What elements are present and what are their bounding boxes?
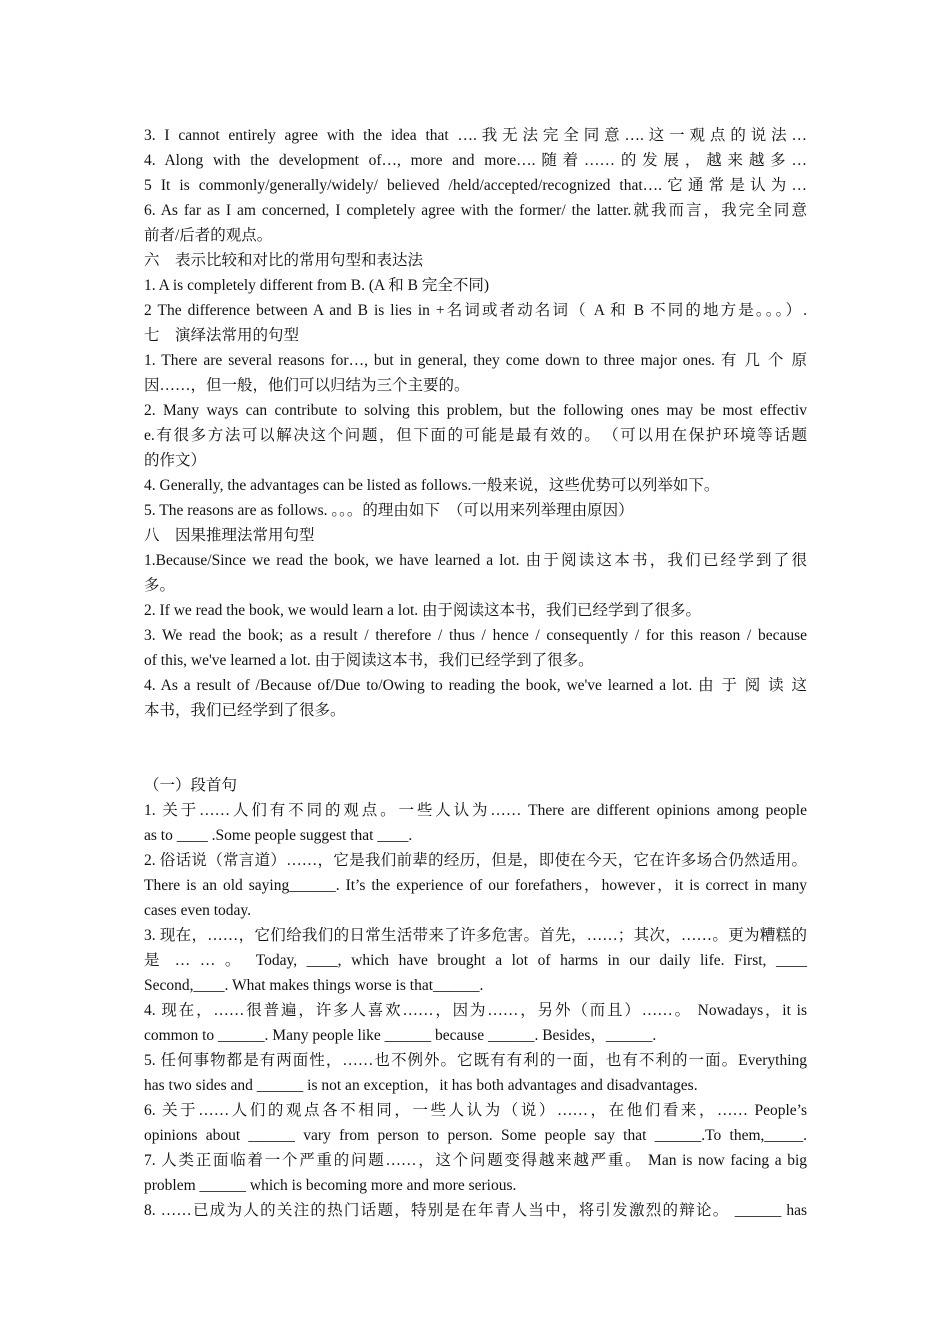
text-line: 1. A is completely different from B. (A 和 B 完全不同) xyxy=(144,277,489,294)
text-line: 1.Because/Since we read the book, we have learned a lot. 由于阅读这本书，我们已经学到了很 xyxy=(144,552,807,569)
text-line: 5 It is commonly/generally/widely/ believed /held/accepted/recognized that….它通常是认为… xyxy=(144,177,807,194)
text-line: e.有很多方法可以解决这个问题，但下面的可能是最有效的。 （可以用在保护环境等话题 xyxy=(144,427,807,444)
text-line: 8. ……已成为人的关注的热门话题，特别是在年青人当中，将引发激烈的辩论。 ______ has xyxy=(144,1202,807,1219)
text-line: 是 … … 。 Today, ____, which have brought a lot of harms in our daily life. First, ____ xyxy=(144,952,807,969)
text-line: problem ______ which is becoming more and more serious. xyxy=(144,1177,517,1194)
text-line: 2. Many ways can contribute to solving this problem, but the following ones may be most effectiv xyxy=(144,402,807,419)
text-line: 7. 人类正面临着一个严重的问题……，这个问题变得越来越严重。 Man is now facing a big xyxy=(144,1152,807,1169)
section-opening-sentences xyxy=(144,773,807,1223)
text-line: 2 The difference between A and B is lies in +名词或者动名词（ A 和 B 不同的地方是。。。）. xyxy=(144,302,807,319)
text-line: 4. Generally, the advantages can be listed as follows.一般来说，这些优势可以列举如下。 xyxy=(144,477,720,494)
section-heading-cause-effect: 八 因果推理法常用句型 xyxy=(144,527,315,544)
section-sentence-patterns xyxy=(144,123,807,723)
text-line: There is an old saying______. It’s the experience of our forefathers，however，it is correct in many xyxy=(144,877,807,894)
section-gap xyxy=(144,723,807,773)
text-line: 多。 xyxy=(144,577,176,594)
text-line: Second,____. What makes things worse is that______. xyxy=(144,977,484,994)
text-line: 2. 俗话说（常言道）……，它是我们前辈的经历，但是，即使在今天，它在许多场合仍然适用。 xyxy=(144,852,807,869)
text-line: 5. 任何事物都是有两面性，……也不例外。它既有有利的一面，也有不利的一面。Everything xyxy=(144,1052,807,1069)
text-line: 前者/后者的观点。 xyxy=(144,227,273,244)
text-line: 2. If we read the book, we would learn a lot. 由于阅读这本书，我们已经学到了很多。 xyxy=(144,602,702,619)
text-line: 因……，但一般，他们可以归结为三个主要的。 xyxy=(144,377,470,394)
text-line: 的作文） xyxy=(144,452,207,469)
text-line: cases even today. xyxy=(144,902,252,919)
text-line: common to ______. Many people like ______ because ______. Besides，______. xyxy=(144,1027,657,1044)
text-line: 3. 现在，……，它们给我们的日常生活带来了许多危害。首先，……；其次，……。更为糟糕的 xyxy=(144,927,807,944)
text-line: as to ____ .Some people suggest that ____. xyxy=(144,827,413,844)
text-line: 本书，我们已经学到了很多。 xyxy=(144,702,346,719)
text-line: of this, we've learned a lot. 由于阅读这本书，我们已经学到了很多。 xyxy=(144,652,594,669)
document-page xyxy=(144,123,807,1223)
text-line: 1. 关于……人们有不同的观点。一些人认为…… There are different opinions among people xyxy=(144,802,807,819)
section-heading-opening: （一）段首句 xyxy=(144,777,238,794)
text-line: 4. 现在，……很普遍，许多人喜欢……，因为……，另外（而且）……。 Nowadays，it is xyxy=(144,1002,807,1019)
text-line: 3. We read the book; as a result / therefore / thus / hence / consequently / for this reason / because xyxy=(144,627,807,644)
text-line: 4. Along with the development of…, more and more….随着……的发展，越来越多… xyxy=(144,152,807,169)
section-heading-comparison: 六 表示比较和对比的常用句型和表达法 xyxy=(144,252,424,269)
text-line: opinions about ______ vary from person to person. Some people say that ______.To them,_____. xyxy=(144,1127,807,1144)
text-line: 6. 关于……人们的观点各不相同，一些人认为（说）……，在他们看来，…… People’s xyxy=(144,1102,807,1119)
section-heading-deduction: 七 演绎法常用的句型 xyxy=(144,327,300,344)
text-line: has two sides and ______ is not an exception，it has both advantages and disadvantages. xyxy=(144,1077,698,1094)
text-line: 1. There are several reasons for…, but in general, they come down to three major ones. 有 几 个 原 xyxy=(144,352,807,369)
text-line: 5. The reasons are as follows. 。。。的理由如下 （可以用来列举理由原因） xyxy=(144,502,634,519)
text-line: 4. As a result of /Because of/Due to/Owing to reading the book, we've learned a lot. 由 于 阅 读 这 xyxy=(144,677,807,694)
text-line: 3. I cannot entirely agree with the idea that ….我无法完全同意….这一观点的说法… xyxy=(144,127,807,144)
text-line: 6. As far as I am concerned, I completely agree with the former/ the latter.就我而言，我完全同意 xyxy=(144,202,807,219)
